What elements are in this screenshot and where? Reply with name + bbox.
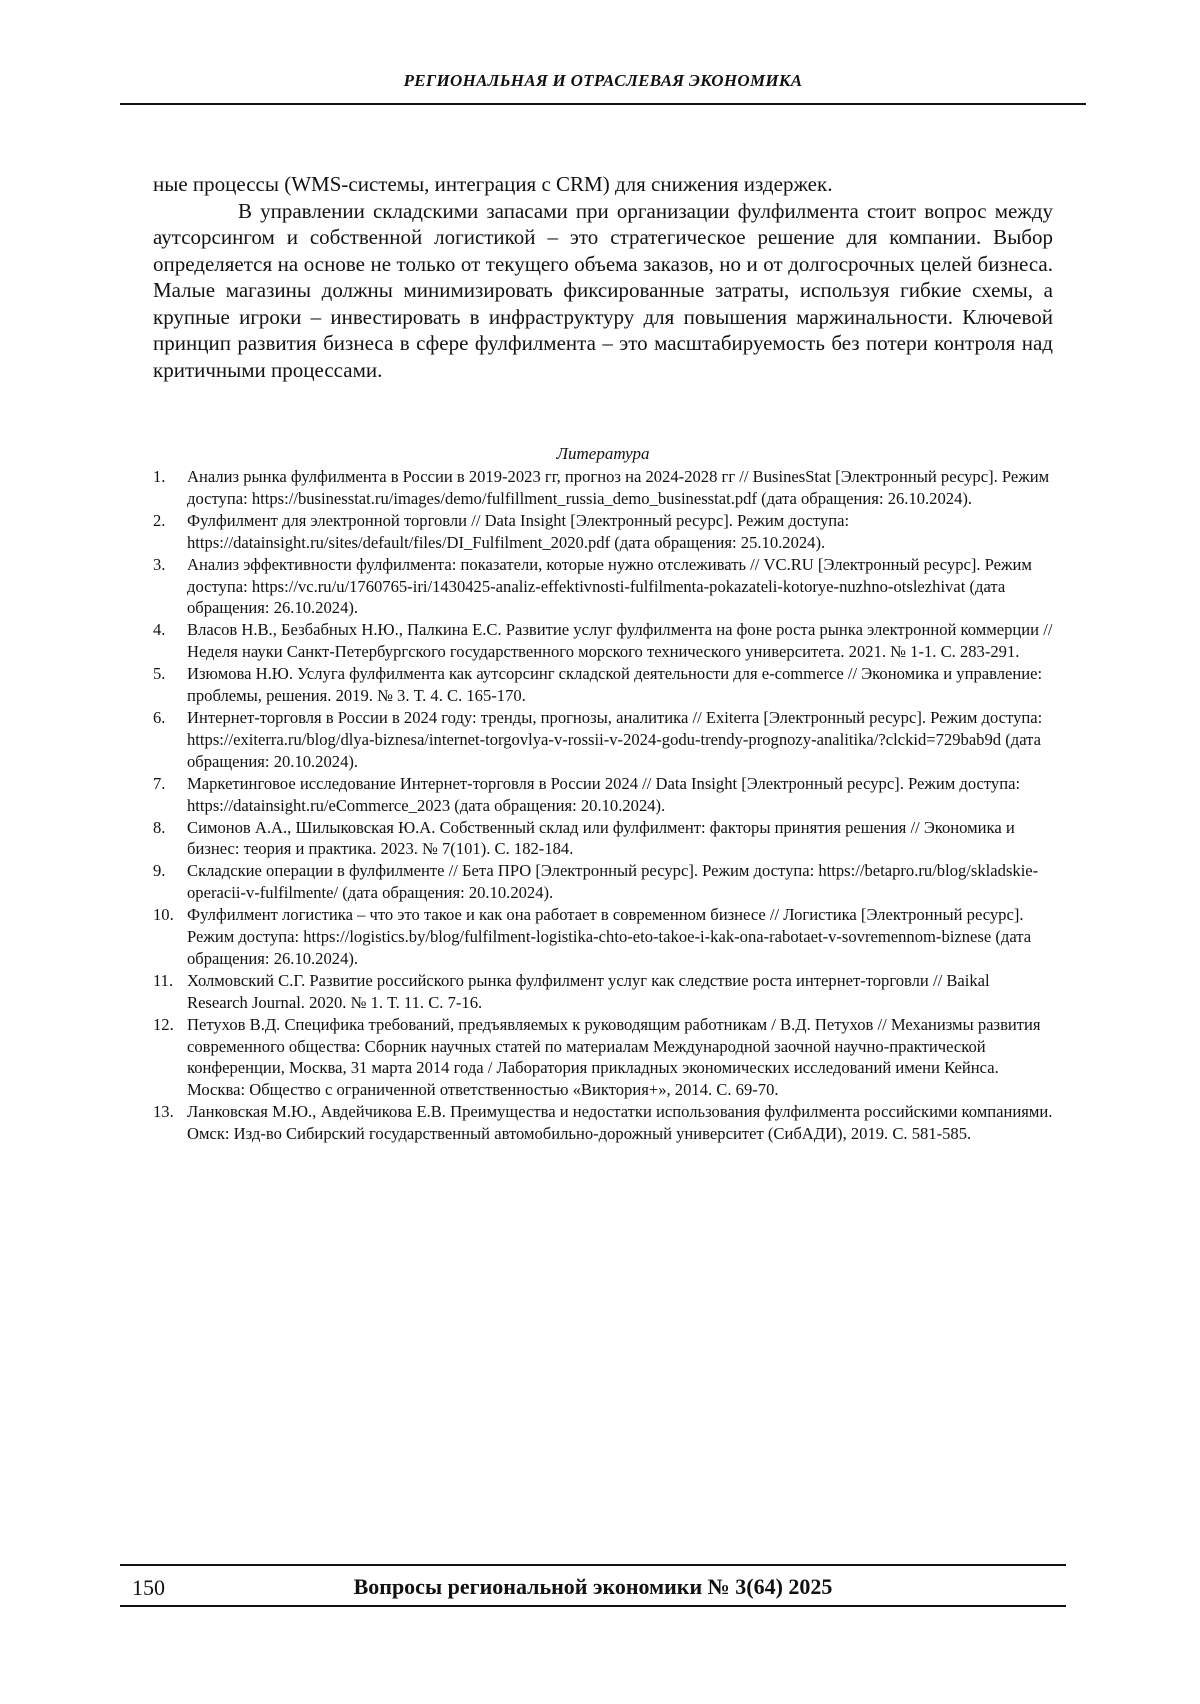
reference-item <box>153 1101 1053 1145</box>
reference-text: Фулфилмент логистика – что это такое и как она работает в современном бизнесе // Логистика [Электронный ресурс]. Режим доступа: https://logistics.by/blog/fulfilment-logistika-chto-eto-takoe-i-kak-ona-rabotaet-v-sovremennom-biznese (дата обращения: 26.10.2024). <box>187 905 1032 968</box>
reference-item <box>153 619 1053 663</box>
reference-item <box>153 970 1053 1014</box>
reference-item <box>153 1014 1053 1102</box>
reference-item <box>153 554 1053 620</box>
reference-item <box>153 817 1053 861</box>
reference-text: Маркетинговое исследование Интернет-торговля в России 2024 // Data Insight [Электронный ресурс]. Режим доступа: https://datainsight.ru/eCommerce_2023 (дата обращения: 20.10.2024). <box>187 773 1021 815</box>
reference-text: Анализ эффективности фулфилмента: показатели, которые нужно отслеживать // VC.RU [Электронный ресурс]. Режим доступа: https://vc.ru/u/1760765-iri/1430425-analiz-effektivnosti-fulfilmenta-pokazateli-kotorye-nuzhno-otslezhivat (дата обращения: 26.10.2024). <box>187 554 1032 618</box>
reference-item <box>153 510 1053 554</box>
page-number: 150 <box>132 1575 165 1600</box>
reference-number: 11. <box>153 970 174 990</box>
reference-text: Холмовский С.Г. Развитие российского рынка фулфилмент услуг как следствие роста интернет-торговли // Baikal Research Journal. 2020. № 1. Т. 11. С. 7-16. <box>187 970 990 1012</box>
reference-text: Изюмова Н.Ю. Услуга фулфилмента как аутсорсинг складской деятельности для e-commerce // Экономика и управление: проблемы, решения. 2019. № 3. Т. 4. С. 165-170. <box>187 664 1043 706</box>
reference-item <box>153 860 1053 904</box>
reference-text: Власов Н.В., Безбабных Н.Ю., Палкина Е.С. Развитие услуг фулфилмента на фоне роста рынка электронной коммерции // Неделя науки Санкт-Петербургского государственного морского технического университета. 2021. № 1-1. С. 283-291. <box>187 620 1053 662</box>
reference-text: Интернет-торговля в России в 2024 году: тренды, прогнозы, аналитика // Exiterra [Электронный ресурс]. Режим доступа: https://exiterra.ru/blog/dlya-biznesa/internet-torgovlya-v-rossii-v-2024-godu-trendy-prognozy-analitika/?clckid=729bab9d (дата обращения: 20.10.2024). <box>187 707 1043 771</box>
body-text <box>153 171 1053 383</box>
reference-number: 7. <box>153 773 166 793</box>
reference-list <box>153 466 1053 1145</box>
running-header: РЕГИОНАЛЬНАЯ И ОТРАСЛЕВАЯ ЭКОНОМИКА <box>403 71 803 90</box>
reference-number: 4. <box>153 620 166 640</box>
reference-item <box>153 663 1053 707</box>
continuation-paragraph: ные процессы (WMS-системы, интеграция с CRM) для снижения издержек. <box>153 172 833 196</box>
references-heading: Литература <box>556 444 650 463</box>
reference-number: 2. <box>153 510 166 530</box>
main-paragraph: В управлении складскими запасами при организации фулфилмента стоит вопрос между аутсорсингом и собственной логистикой – это стратегическое решение для компании. Выбор определяется на основе не только от текущего объема заказов, но и от долгосрочных целей бизнеса. Малые магазины должны минимизировать фиксированные затраты, используя гибкие схемы, а крупные игроки – инвестировать в инфраструктуру для повышения маржинальности. Ключевой принцип развития бизнеса в сфере фулфилмента – это масштабируемость без потери контроля над критичными процессами. <box>153 198 1053 382</box>
reference-item <box>153 707 1053 773</box>
reference-text: Фулфилмент для электронной торговли // Data Insight [Электронный ресурс]. Режим доступа: https://datainsight.ru/sites/default/files/DI_Fulfilment_2020.pdf (дата обращения: 25.10.2024). <box>187 510 850 552</box>
footer-rule-top <box>120 1564 1066 1566</box>
reference-number: 3. <box>153 554 166 574</box>
reference-number: 9. <box>153 861 166 881</box>
reference-number: 1. <box>153 467 166 486</box>
reference-number: 6. <box>153 707 166 727</box>
reference-number: 8. <box>153 817 166 837</box>
reference-text: Складские операции в фулфилменте // Бета ПРО [Электронный ресурс]. Режим доступа: https://betapro.ru/blog/skladskie-operacii-v-fulfilmente/ (дата обращения: 20.10.2024). <box>187 861 1039 903</box>
reference-number: 12. <box>153 1014 174 1034</box>
reference-item <box>153 466 1053 510</box>
footer-rule-bottom <box>120 1605 1066 1607</box>
reference-text: Симонов А.А., Шилыковская Ю.А. Собственный склад или фулфилмент: факторы принятия решения // Экономика и бизнес: теория и практика. 2023. № 7(101). С. 182-184. <box>187 817 1015 859</box>
reference-item <box>153 904 1053 970</box>
reference-text: Ланковская М.Ю., Авдейчикова Е.В. Преимущества и недостатки использования фулфилмента российскими компаниями. Омск: Изд-во Сибирский государственный автомобильно-дорожный университет (СибАДИ), 2019. С. 581-585. <box>187 1102 1053 1144</box>
reference-number: 5. <box>153 664 166 684</box>
reference-number: 13. <box>153 1102 174 1122</box>
reference-text: Анализ рынка фулфилмента в России в 2019-2023 гг, прогноз на 2024-2028 гг // BusinesStat [Электронный ресурс]. Режим доступа: https://businesstat.ru/images/demo/fulfillment_russia_demo_businesstat.pdf (дата обращения: 26.10.2024). <box>187 467 1050 508</box>
header-rule <box>120 103 1086 105</box>
journal-title: Вопросы региональной экономики № 3(64) 2025 <box>353 1574 833 1599</box>
reference-number: 10. <box>153 905 174 925</box>
reference-text: Петухов В.Д. Специфика требований, предъявляемых к руководящим работникам / В.Д. Петухов // Механизмы развития современного общества: Сборник научных статей по материалам Международной заочной научно-практической конференции, Москва, 31 марта 2014 года / Лаборатория прикладных экономических исследований имени Кейнса. Москва: Общество с ограниченной ответственностью «Виктория+», 2014. С. 69-70. <box>187 1014 1041 1100</box>
reference-item <box>153 773 1053 817</box>
